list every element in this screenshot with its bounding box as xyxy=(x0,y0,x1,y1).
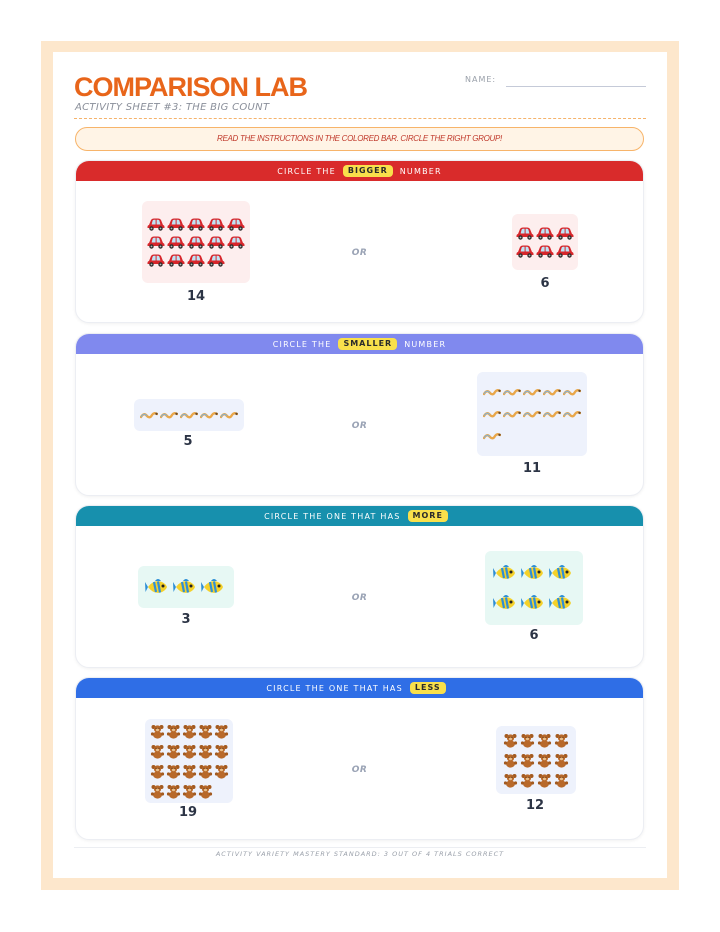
car-icon xyxy=(146,215,165,233)
car-icon xyxy=(555,242,574,260)
instructions-banner: READ THE INSTRUCTIONS IN THE COLORED BAR. CIRCLE THE RIGHT GROUP! xyxy=(75,127,644,151)
teddy-bear-icon xyxy=(519,770,535,790)
or-separator: OR xyxy=(351,765,368,775)
car-icon xyxy=(226,215,245,233)
header-divider xyxy=(74,118,646,119)
page-subtitle: ACTIVITY SHEET #3: THE BIG COUNT xyxy=(75,102,270,113)
car-icon xyxy=(515,242,534,260)
worm-icon xyxy=(542,381,561,403)
trial-prompt-bar xyxy=(76,678,643,698)
teddy-bear-icon xyxy=(165,781,181,801)
teddy-bear-icon xyxy=(553,730,569,750)
footer-divider xyxy=(74,847,646,848)
keyword-badge: BIGGER xyxy=(343,165,393,177)
teddy-bear-icon xyxy=(181,781,197,801)
or-separator: OR xyxy=(351,248,368,258)
teddy-bear-icon xyxy=(519,730,535,750)
teddy-bear-icon xyxy=(197,741,213,761)
left-count: 5 xyxy=(183,434,193,449)
left-group[interactable] xyxy=(145,719,233,803)
right-group[interactable] xyxy=(485,551,583,625)
car-icon xyxy=(206,215,225,233)
prompt-text: CIRCLE THE ONE THAT HAS xyxy=(266,683,403,693)
worm-icon xyxy=(482,425,501,447)
prompt-text-end: NUMBER xyxy=(399,166,442,176)
fish-icon xyxy=(520,588,548,618)
fish-icon xyxy=(548,588,576,618)
trial-card-more xyxy=(75,505,644,668)
car-icon xyxy=(555,224,574,242)
left-group[interactable] xyxy=(142,201,250,283)
trial-card-bigger xyxy=(75,160,644,323)
teddy-bear-icon xyxy=(165,721,181,741)
worm-icon xyxy=(522,403,541,425)
right-group[interactable] xyxy=(512,214,578,270)
teddy-bear-icon xyxy=(536,750,552,770)
car-icon xyxy=(186,215,205,233)
teddy-bear-icon xyxy=(553,770,569,790)
trial-prompt-bar xyxy=(76,334,643,354)
prompt-text-end: NUMBER xyxy=(404,339,447,349)
teddy-bear-icon xyxy=(502,750,518,770)
teddy-bear-icon xyxy=(213,721,229,741)
fish-icon xyxy=(548,558,576,588)
worm-icon xyxy=(562,381,581,403)
keyword-badge: SMALLER xyxy=(338,338,397,350)
teddy-bear-icon xyxy=(165,741,181,761)
teddy-bear-icon xyxy=(197,781,213,801)
teddy-bear-icon xyxy=(197,721,213,741)
keyword-badge: MORE xyxy=(408,510,448,522)
right-count: 6 xyxy=(540,276,550,291)
right-count: 11 xyxy=(522,461,542,476)
right-group[interactable] xyxy=(477,372,587,456)
left-count: 14 xyxy=(186,289,206,304)
fish-icon xyxy=(520,558,548,588)
footer-note: ACTIVITY VARIETY MASTERY STANDARD: 3 OUT OF 4 TRIALS CORRECT xyxy=(215,850,505,858)
teddy-bear-icon xyxy=(502,730,518,750)
prompt-text: CIRCLE THE xyxy=(277,166,336,176)
teddy-bear-icon xyxy=(502,770,518,790)
trial-prompt-bar xyxy=(76,506,643,526)
teddy-bear-icon xyxy=(553,750,569,770)
teddy-bear-icon xyxy=(181,741,197,761)
or-separator: OR xyxy=(351,421,368,431)
trial-prompt-bar xyxy=(76,161,643,181)
name-field[interactable] xyxy=(506,86,646,87)
page-title: COMPARISON LAB xyxy=(74,72,307,102)
teddy-bear-icon xyxy=(519,750,535,770)
worm-icon xyxy=(522,381,541,403)
worm-icon xyxy=(562,403,581,425)
keyword-badge: LESS xyxy=(410,682,446,694)
or-separator: OR xyxy=(351,593,368,603)
teddy-bear-icon xyxy=(149,781,165,801)
teddy-bear-icon xyxy=(536,730,552,750)
name-label: NAME: xyxy=(465,75,497,84)
trial-card-smaller xyxy=(75,333,644,496)
prompt-text: CIRCLE THE ONE THAT HAS xyxy=(264,511,401,521)
trial-card-less xyxy=(75,677,644,840)
worm-icon xyxy=(482,403,501,425)
right-group[interactable] xyxy=(496,726,576,794)
teddy-bear-icon xyxy=(181,721,197,741)
worm-icon xyxy=(502,381,521,403)
fish-icon xyxy=(492,588,520,618)
worm-icon xyxy=(542,403,561,425)
teddy-bear-icon xyxy=(213,741,229,761)
teddy-bear-icon xyxy=(149,721,165,741)
car-icon xyxy=(515,224,534,242)
fish-icon xyxy=(492,558,520,588)
car-icon xyxy=(535,224,554,242)
teddy-bear-icon xyxy=(536,770,552,790)
car-icon xyxy=(166,215,185,233)
worm-icon xyxy=(502,403,521,425)
teddy-bear-icon xyxy=(149,741,165,761)
car-icon xyxy=(535,242,554,260)
right-count: 12 xyxy=(525,798,545,813)
left-count: 3 xyxy=(181,612,191,627)
prompt-text: CIRCLE THE xyxy=(272,339,332,349)
left-count: 19 xyxy=(178,805,198,820)
worm-icon xyxy=(482,381,501,403)
right-count: 6 xyxy=(529,628,539,643)
